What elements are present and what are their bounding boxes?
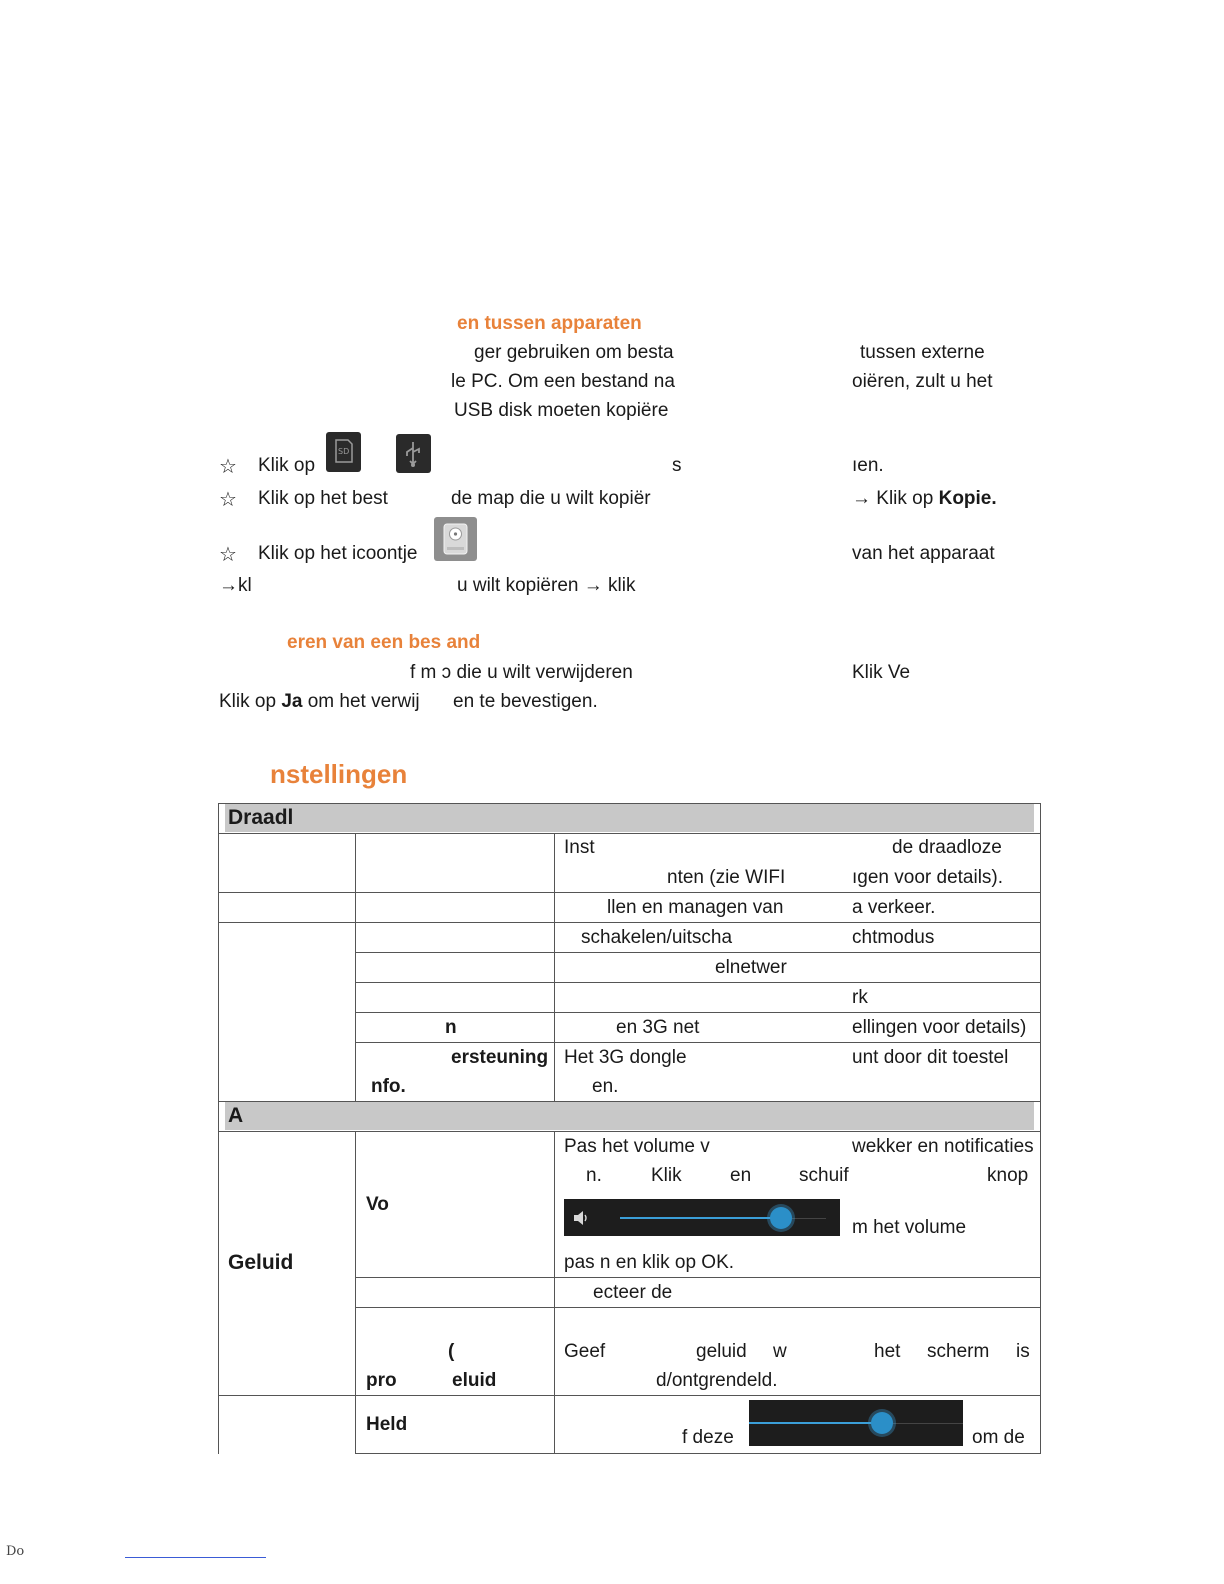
section-title-audio: A [228,1104,244,1127]
r2-desc-a: llen en managen van [607,897,784,918]
r3-desc-a: schakelen/uitscha [581,927,733,948]
r5-desc: rk [852,987,868,1008]
star-icon: ☆ [219,544,237,566]
divider [355,982,1041,983]
vol-desc-d: Klik [651,1165,682,1186]
copy-section-heading: en tussen apparaten [457,313,642,334]
copy-paragraph-line3a: USB disk moeten kopiëre [454,400,669,421]
copy-paragraph-line2b: oiëren, zult u het [852,371,993,392]
star-icon: ☆ [219,456,237,478]
step3-cont-b: u wilt kopiëren → klik [457,575,636,596]
vol-desc-c: n. [586,1165,602,1186]
delete-line2a [219,690,420,714]
volume-icon [572,1209,592,1232]
section-bar-wireless [225,804,1034,832]
divider [355,1012,1041,1013]
delete-line2-bold: Ja [281,691,303,712]
bright-desc-a: f deze [682,1427,734,1448]
delete-line2c: en te bevestigen. [453,691,598,712]
lock-name-c: eluid [452,1370,497,1391]
step1-label-c: ıen. [852,455,884,476]
divider [218,1131,1041,1132]
divider [355,952,1041,953]
vol-desc-g: knop [987,1165,1029,1186]
volume-slider [564,1199,840,1236]
lock-desc-e: scherm [927,1341,990,1362]
delete-line2-start: Klik op [219,691,282,712]
step1-label-b: s [672,455,682,476]
vol-name: Vo [366,1194,389,1215]
lock-name-b: pro [366,1370,397,1391]
delete-line1b: Klik Ve [852,662,911,683]
section-title-wireless: Draadl [228,806,294,829]
r7-desc-a: Het 3G dongle [564,1047,687,1068]
r6-desc-b: ellingen voor details) [852,1017,1027,1038]
r1-desc-d: ıgen voor details). [852,867,1004,888]
divider [355,833,356,1101]
delete-line2-mid: om het verwij [302,691,420,712]
r7-desc-b: unt door dit toestel [852,1047,1009,1068]
lock-name-a: ( [448,1341,455,1362]
divider [355,1131,356,1454]
vol-desc-f: schuif [799,1165,849,1186]
sd-card-icon [326,432,361,472]
step3-cont-a: →kl [219,575,252,596]
lock-desc-b: geluid [696,1341,747,1362]
volume-knob [770,1207,792,1229]
footer-link[interactable] [125,1557,266,1558]
lock-desc-a: Geef [564,1341,606,1362]
copy-paragraph-line1b: tussen externe [860,342,985,363]
usb-icon [396,434,431,473]
divider [554,833,555,1101]
r6-name: n [445,1017,457,1038]
step1-label-a: Klik op [258,455,316,476]
delete-section-heading: eren van een bes and [287,632,481,653]
brightness-slider [749,1400,963,1446]
divider [355,1453,1041,1454]
r6-desc-a: en 3G net [616,1017,700,1038]
lock-desc-g: d/ontgrendeld. [656,1370,778,1391]
copy-paragraph-line1a: ger gebruiken om besta [474,342,674,363]
footer-text: Do [6,1544,25,1559]
r7-name-b: nfo. [371,1076,406,1097]
vol-desc-h: m het volume [852,1217,967,1238]
lock-desc-d: het [874,1341,901,1362]
step3-label-c: van het apparaat [852,543,995,564]
divider [355,1042,1041,1043]
r2-desc-b: a verkeer. [852,897,936,918]
vol-desc-i: pas n en klik op OK. [564,1252,735,1273]
section-bar-audio [225,1102,1034,1130]
lock-desc-f: is [1016,1341,1030,1362]
brightness-track [749,1422,882,1424]
r3-desc-b: chtmodus [852,927,935,948]
step2-label-b: de map die u wilt kopiër [451,488,651,509]
svg-text:SD: SD [338,447,350,456]
divider [554,1131,555,1454]
r1-desc-c: nten (zie WIFI [667,867,786,888]
vol-desc-a: Pas het volume v [564,1136,710,1157]
step3-label-a: Klik op het icoontje [258,543,418,564]
bright-desc-b: om de [972,1427,1025,1448]
step2-label-c-bold: Kopie. [938,488,997,509]
vol-desc-e: en [730,1165,752,1186]
sel-desc: ecteer de [593,1282,673,1303]
lock-desc-c: w [773,1341,787,1362]
step2-label-c-text: → Klik op [852,488,934,509]
geluid-label: Geluid [228,1251,294,1274]
divider [218,922,1041,923]
delete-line1a: f m ɔ die u wilt verwijderen [410,662,633,683]
step2-label-a: Klik op het best [258,488,388,509]
divider [355,1307,1041,1308]
r7-name-a: ersteuning [451,1047,549,1068]
step2-label-c [852,487,997,511]
settings-heading: nstellingen [270,759,408,789]
r1-desc-b: de draadloze [892,837,1002,858]
copy-paragraph-line2a: le PC. Om een bestand na [451,371,675,392]
bright-name: Held [366,1414,408,1435]
brightness-knob [871,1412,893,1434]
drive-icon [434,517,477,561]
r1-desc-a: Inst [564,837,595,858]
divider [218,1395,1041,1396]
divider [218,892,1041,893]
vol-desc-b: wekker en notificaties [852,1136,1034,1157]
star-icon: ☆ [219,489,237,511]
brightness-track-rest [882,1423,963,1424]
divider [218,833,1041,834]
volume-track [620,1217,781,1219]
r4-desc: elnetwer [715,957,787,978]
r7-desc-c: en. [592,1076,619,1097]
divider [355,1277,1041,1278]
